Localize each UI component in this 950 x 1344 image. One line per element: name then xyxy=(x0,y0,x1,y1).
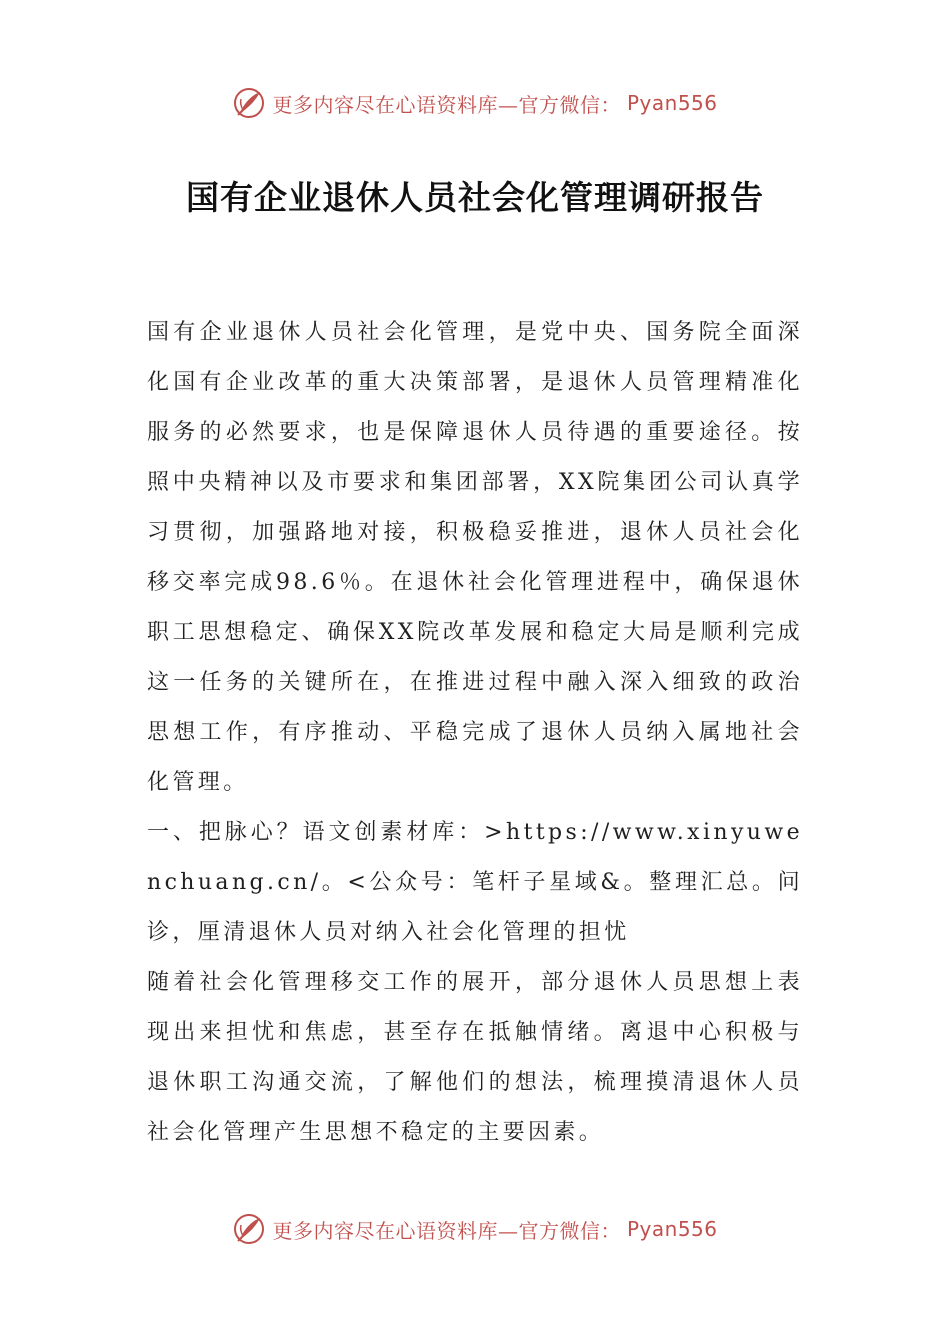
feather-pen-logo-icon xyxy=(232,86,266,120)
watermark-wechat-id: Pyan556 xyxy=(626,1217,718,1241)
footer-watermark xyxy=(0,1212,950,1246)
feather-pen-logo-icon xyxy=(232,1212,266,1246)
section-heading-1: 一、把脉心？语文创素材库：>https://www.xinyuwenchuang.cn/。<公众号：笔杆子星域&。整理汇总。问诊，厘清退休人员对纳入社会化管理的担忧 xyxy=(147,820,803,945)
document-title: 国有企业退休人员社会化管理调研报告 xyxy=(186,178,764,217)
paragraph-section-1: 随着社会化管理移交工作的展开，部分退休人员思想上表现出来担忧和焦虑，甚至存在抵触情绪。离退中心积极与退休职工沟通交流，了解他们的想法，梳理摸清退休人员社会化管理产生思想不稳定的主要因素。 xyxy=(147,970,803,1145)
watermark-wechat-id: Pyan556 xyxy=(626,91,718,115)
document-body xyxy=(147,308,803,1158)
watermark-text: 更多内容尽在心语资料库—官方微信： xyxy=(272,1218,621,1243)
header-watermark xyxy=(0,86,950,120)
watermark-text: 更多内容尽在心语资料库—官方微信： xyxy=(272,92,621,117)
paragraph-intro: 国有企业退休人员社会化管理，是党中央、国务院全面深化国有企业改革的重大决策部署，是退休人员管理精准化服务的必然要求，也是保障退休人员待遇的重要途径。按照中央精神以及市要求和集团部署，XX院集团公司认真学习贯彻，加强路地对接，积极稳妥推进，退休人员社会化移交率完成98.6％。在退休社会化管理进程中，确保退休职工思想稳定、确保XX院改革发展和稳定大局是顺利完成这一任务的关键所在，在推进过程中融入深入细致的政治思想工作，有序推动、平稳完成了退休人员纳入属地社会化管理。 xyxy=(147,320,803,795)
